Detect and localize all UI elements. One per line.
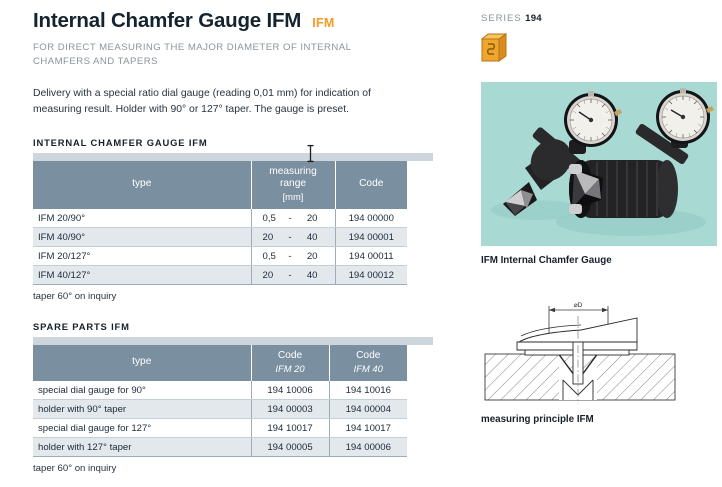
intro-paragraph: Delivery with a special ratio dial gauge (reading 0,01 mm) for indication of measuring result. Holder with 90° or 127° taper. The gauge is preset.: [33, 88, 371, 116]
table-row: [33, 209, 407, 228]
page-title: Internal Chamfer Gauge IFM: [33, 9, 302, 32]
product-photo: [481, 82, 717, 246]
table-row: [33, 247, 407, 266]
cell-code-ifm40: 194 00004: [329, 400, 407, 419]
cell-code-ifm20: 194 10017: [251, 419, 329, 438]
cell-type: IFM 20/127°: [33, 247, 251, 266]
table-header-row: [33, 345, 407, 381]
cell-type: special dial gauge for 127°: [33, 419, 251, 438]
cell-range-max: 20: [306, 250, 318, 262]
cell-code-ifm40: 194 10017: [329, 419, 407, 438]
table-top-bar: [33, 336, 433, 345]
column-header-type: type: [33, 161, 251, 209]
cell-range-min: 20: [262, 231, 274, 243]
title-badge-ifm: IFM: [312, 16, 335, 30]
cell-type: holder with 90° taper: [33, 400, 251, 419]
table-top-bar: [33, 152, 433, 161]
spare-parts-table-body: [33, 381, 407, 457]
column-header-measuring-range: [251, 161, 335, 209]
cell-range-dash: -: [288, 231, 292, 243]
section-heading-spare-parts: SPARE PARTS IFM: [33, 321, 130, 333]
cell-range-min: 0,5: [262, 212, 276, 224]
cell-measuring-range: [251, 266, 335, 285]
cell-range-min: 0,5: [262, 250, 276, 262]
table-row: [33, 400, 407, 419]
column-header-type: type: [33, 345, 251, 381]
cell-type: IFM 40/127°: [33, 266, 251, 285]
cell-measuring-range: [251, 209, 335, 228]
cell-range-dash: -: [288, 212, 292, 224]
cell-type: holder with 127° taper: [33, 438, 251, 457]
product-photo-caption: IFM Internal Chamfer Gauge: [481, 255, 612, 266]
column-header-code-ifm20-sub: IFM 20: [275, 362, 305, 374]
cell-code-ifm40: 194 00006: [329, 438, 407, 457]
title-row: [33, 9, 433, 33]
cell-range-dash: -: [288, 269, 292, 281]
cell-range-min: 20: [262, 269, 274, 281]
table-row: [33, 419, 407, 438]
column-header-code: Code: [335, 161, 407, 209]
cell-range-max: 40: [306, 269, 318, 281]
measuring-principle-caption: measuring principle IFM: [481, 414, 594, 425]
right-sidebar-column: [481, 0, 717, 425]
cell-code: 194 00012: [335, 266, 407, 285]
cell-type: IFM 40/90°: [33, 228, 251, 247]
column-header-code-ifm40-sub: IFM 40: [353, 362, 383, 374]
page-subtitle: FOR DIRECT MEASURING THE MAJOR DIAMETER OF INTERNAL CHAMFERS AND TAPERS: [33, 42, 352, 67]
spare-parts-footnote: taper 60° on inquiry: [33, 463, 117, 475]
table-row: [33, 228, 407, 247]
cell-range-dash: -: [288, 250, 292, 262]
main-table-footnote: taper 60° on inquiry: [33, 291, 117, 303]
column-header-measuring-range-label: measuring range: [269, 165, 317, 190]
cell-range-max: 40: [306, 231, 318, 243]
series-label: [481, 13, 717, 24]
cell-code-ifm40: 194 10016: [329, 381, 407, 400]
cell-code-ifm20: 194 00005: [251, 438, 329, 457]
measuring-principle-diagram: [481, 292, 717, 404]
left-content-column: [33, 0, 433, 474]
spare-parts-table: [33, 345, 407, 457]
internal-chamfer-gauge-table: [33, 161, 407, 285]
table-header-row: [33, 161, 407, 209]
column-header-code-ifm20-label: Code: [277, 350, 303, 362]
cell-type: IFM 20/90°: [33, 209, 251, 228]
cell-type: special dial gauge for 90°: [33, 381, 251, 400]
table-row: [33, 266, 407, 285]
table-row: [33, 381, 407, 400]
cell-code-ifm20: 194 10006: [251, 381, 329, 400]
cell-measuring-range: [251, 247, 335, 266]
cell-code: 194 00011: [335, 247, 407, 266]
series-label-text: SERIES: [481, 13, 522, 24]
column-header-measuring-range-unit: [mm]: [282, 190, 304, 202]
cell-code-ifm20: 194 00003: [251, 400, 329, 419]
series-number: 194: [525, 13, 542, 24]
column-header-code-ifm40-label: Code: [356, 350, 381, 362]
column-header-code-ifm20: [251, 345, 329, 381]
cell-code: 194 00001: [335, 228, 407, 247]
cell-measuring-range: [251, 228, 335, 247]
main-table-body: [33, 209, 407, 285]
cell-range-max: 20: [306, 212, 318, 224]
column-header-code-ifm40: [329, 345, 407, 381]
section-heading-main-table: INTERNAL CHAMFER GAUGE IFM: [33, 136, 208, 148]
diagram-dimension-label: ⌀D: [573, 302, 583, 309]
product-case-icon: [481, 33, 717, 68]
cell-code: 194 00000: [335, 209, 407, 228]
table-row: [33, 438, 407, 457]
